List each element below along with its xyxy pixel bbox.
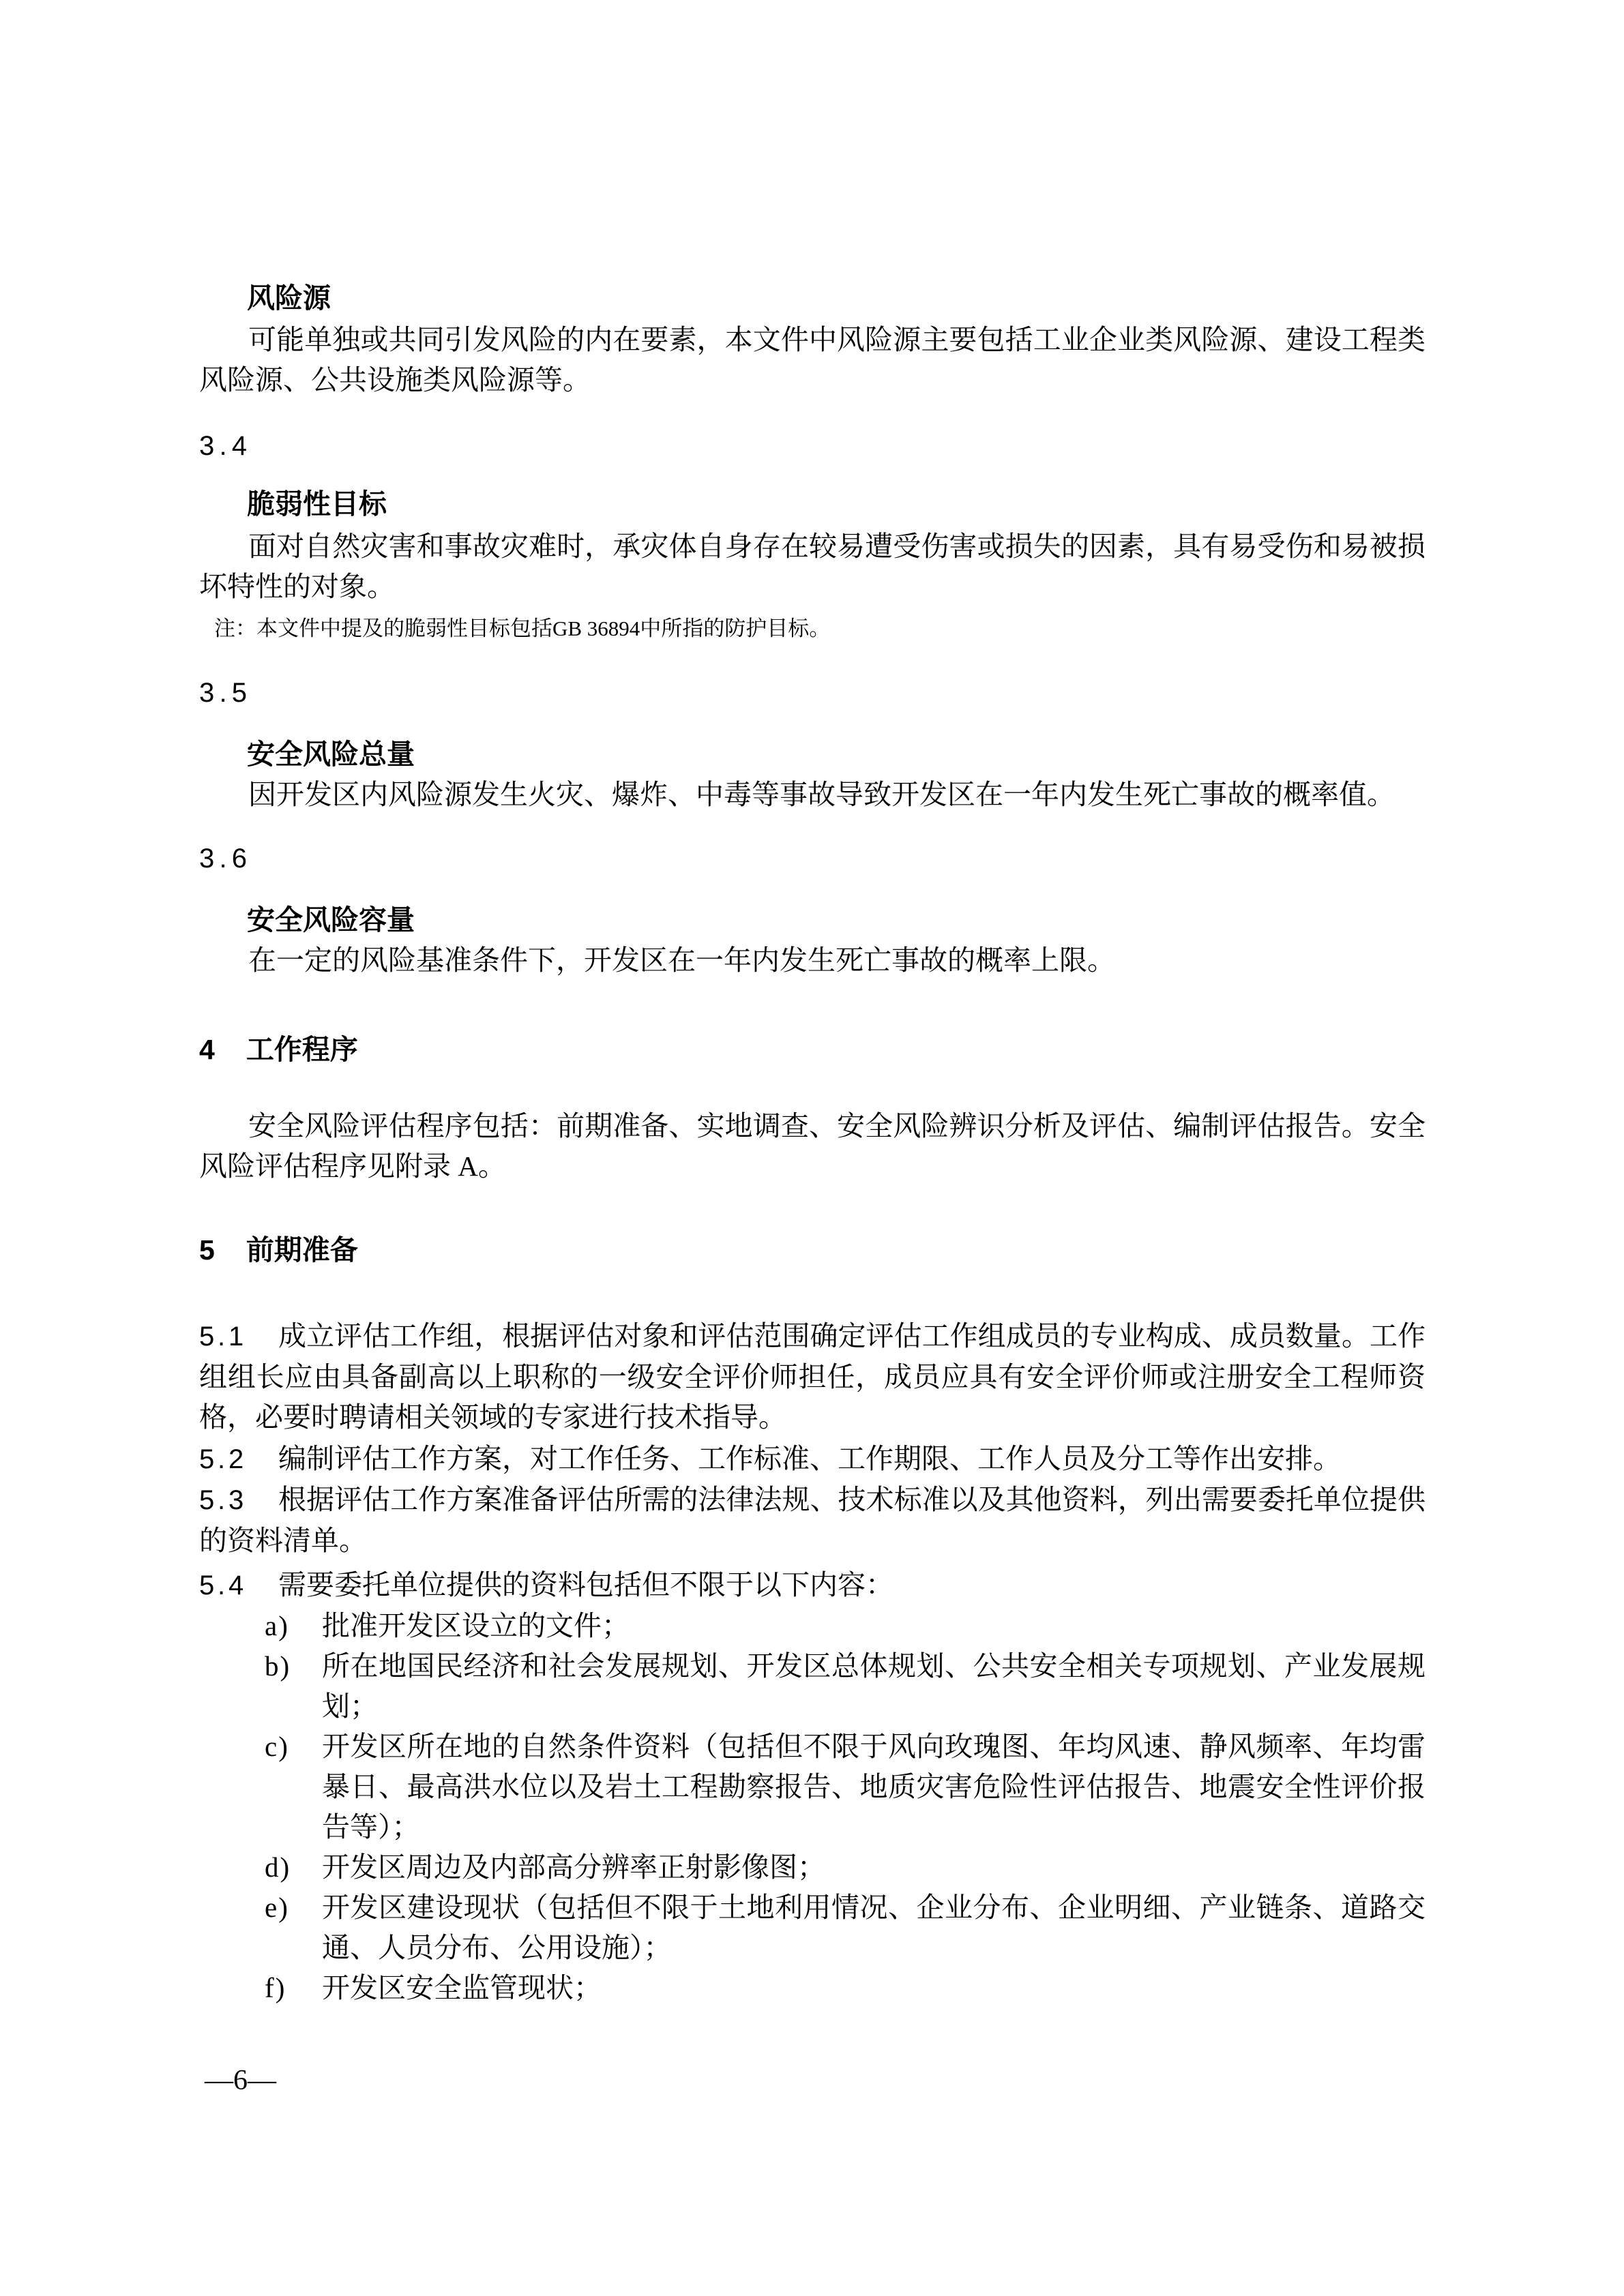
list-item-b (199, 1646, 1426, 1727)
list-marker: a) (265, 1610, 289, 1641)
paragraph-risk-capacity-definition: 在一定的风险基准条件下，开发区在一年内发生死亡事故的概率上限。 (248, 944, 1115, 976)
list-item-a (199, 1606, 1426, 1646)
clause-number-3-6: 3.6 (199, 844, 252, 874)
term-heading-total-safety-risk: 安全风险总量 (247, 739, 415, 770)
list-text: 所在地国民经济和社会发展规划、开发区总体规划、公共安全相关专项规划、产业发展规划； (322, 1650, 1426, 1722)
clause-number-3-4: 3.4 (199, 431, 252, 461)
note-line: 注：本文件中提及的脆弱性目标包括GB 36894中所指的防护目标。 (214, 616, 831, 640)
list-text: 开发区安全监管现状； (322, 1972, 602, 2003)
term-heading-vulnerability-target: 脆弱性目标 (247, 488, 387, 520)
section-title: 工作程序 (246, 1034, 358, 1065)
list-text: 开发区周边及内部高分辨率正射影像图； (322, 1851, 825, 1883)
list-item-f (199, 1968, 1426, 2008)
list-text: 开发区所在地的自然条件资料（包括但不限于风向玫瑰图、年均风速、静风频率、年均雷暴日、最高洪水位以及岩土工程勘察报告、地质灾害危险性评估报告、地震安全性评价报告等）； (322, 1731, 1426, 1843)
clause-number: 5.3 (199, 1485, 248, 1515)
list-marker: e) (265, 1892, 289, 1923)
clause-text: 成立评估工作组，根据评估对象和评估范围确定评估工作组成员的专业构成、成员数量。工作组组长应由具备副高以上职称的一级安全评价师担任，成员应具有安全评价师或注册安全工程师资格，必要时聘请相关领域的专家进行技术指导。 (199, 1320, 1426, 1433)
term-heading-risk-source: 风险源 (247, 282, 331, 314)
paragraph-risk-source-definition: 可能单独或共同引发风险的内在要素，本文件中风险源主要包括工业企业类风险源、建设工程类风险源、公共设施类风险源等。 (199, 324, 1426, 396)
clause-5-1 (199, 1316, 1426, 1437)
list-item-e (199, 1888, 1426, 1968)
list-marker: f) (265, 1972, 286, 2003)
section-title: 前期准备 (246, 1234, 358, 1266)
clause-5-2 (199, 1439, 1426, 1480)
section-heading-4-work-procedure (199, 1030, 1426, 1070)
clause-number: 5.4 (199, 1570, 248, 1600)
paragraph-vulnerability-definition: 面对自然灾害和事故灾难时，承灾体自身存在较易遭受伤害或损失的因素，具有易受伤和易被损坏特性的对象。 (199, 531, 1426, 602)
clause-5-3 (199, 1480, 1426, 1561)
paragraph-assessment-procedure: 安全风险评估程序包括：前期准备、实地调查、安全风险辨识分析及评估、编制评估报告。安全风险评估程序见附录 A。 (199, 1110, 1426, 1182)
clause-text: 编制评估工作方案，对工作任务、工作标准、工作期限、工作人员及分工等作出安排。 (278, 1443, 1342, 1474)
clause-number: 5.2 (199, 1444, 248, 1474)
list-item-d (199, 1847, 1426, 1888)
paragraph-total-risk-definition: 因开发区内风险源发生火灾、爆炸、中毒等事故导致开发区在一年内发生死亡事故的概率值。 (248, 779, 1395, 810)
term-heading-safety-risk-capacity: 安全风险容量 (247, 904, 415, 936)
page-number: —6— (205, 2065, 276, 2096)
section-number: 4 (199, 1034, 215, 1065)
list-marker: d) (265, 1851, 291, 1883)
list-marker: b) (265, 1650, 291, 1682)
clause-text: 需要委托单位提供的资料包括但不限于以下内容： (278, 1569, 894, 1600)
list-marker: c) (265, 1731, 289, 1762)
list-text: 批准开发区设立的文件； (322, 1610, 630, 1641)
section-heading-5-preparation (199, 1230, 1426, 1270)
clause-5-4 (199, 1565, 1426, 1606)
clause-text: 根据评估工作方案准备评估所需的法律法规、技术标准以及其他资料，列出需要委托单位提供的资料清单。 (199, 1484, 1426, 1556)
clause-number-3-5: 3.5 (199, 678, 252, 708)
clause-number: 5.1 (199, 1322, 248, 1352)
list-item-c (199, 1727, 1426, 1847)
list-text: 开发区建设现状（包括但不限于土地利用情况、企业分布、企业明细、产业链条、道路交通、人员分布、公用设施）； (322, 1892, 1426, 1963)
document-content (199, 0, 1426, 2008)
section-number: 5 (199, 1234, 215, 1266)
